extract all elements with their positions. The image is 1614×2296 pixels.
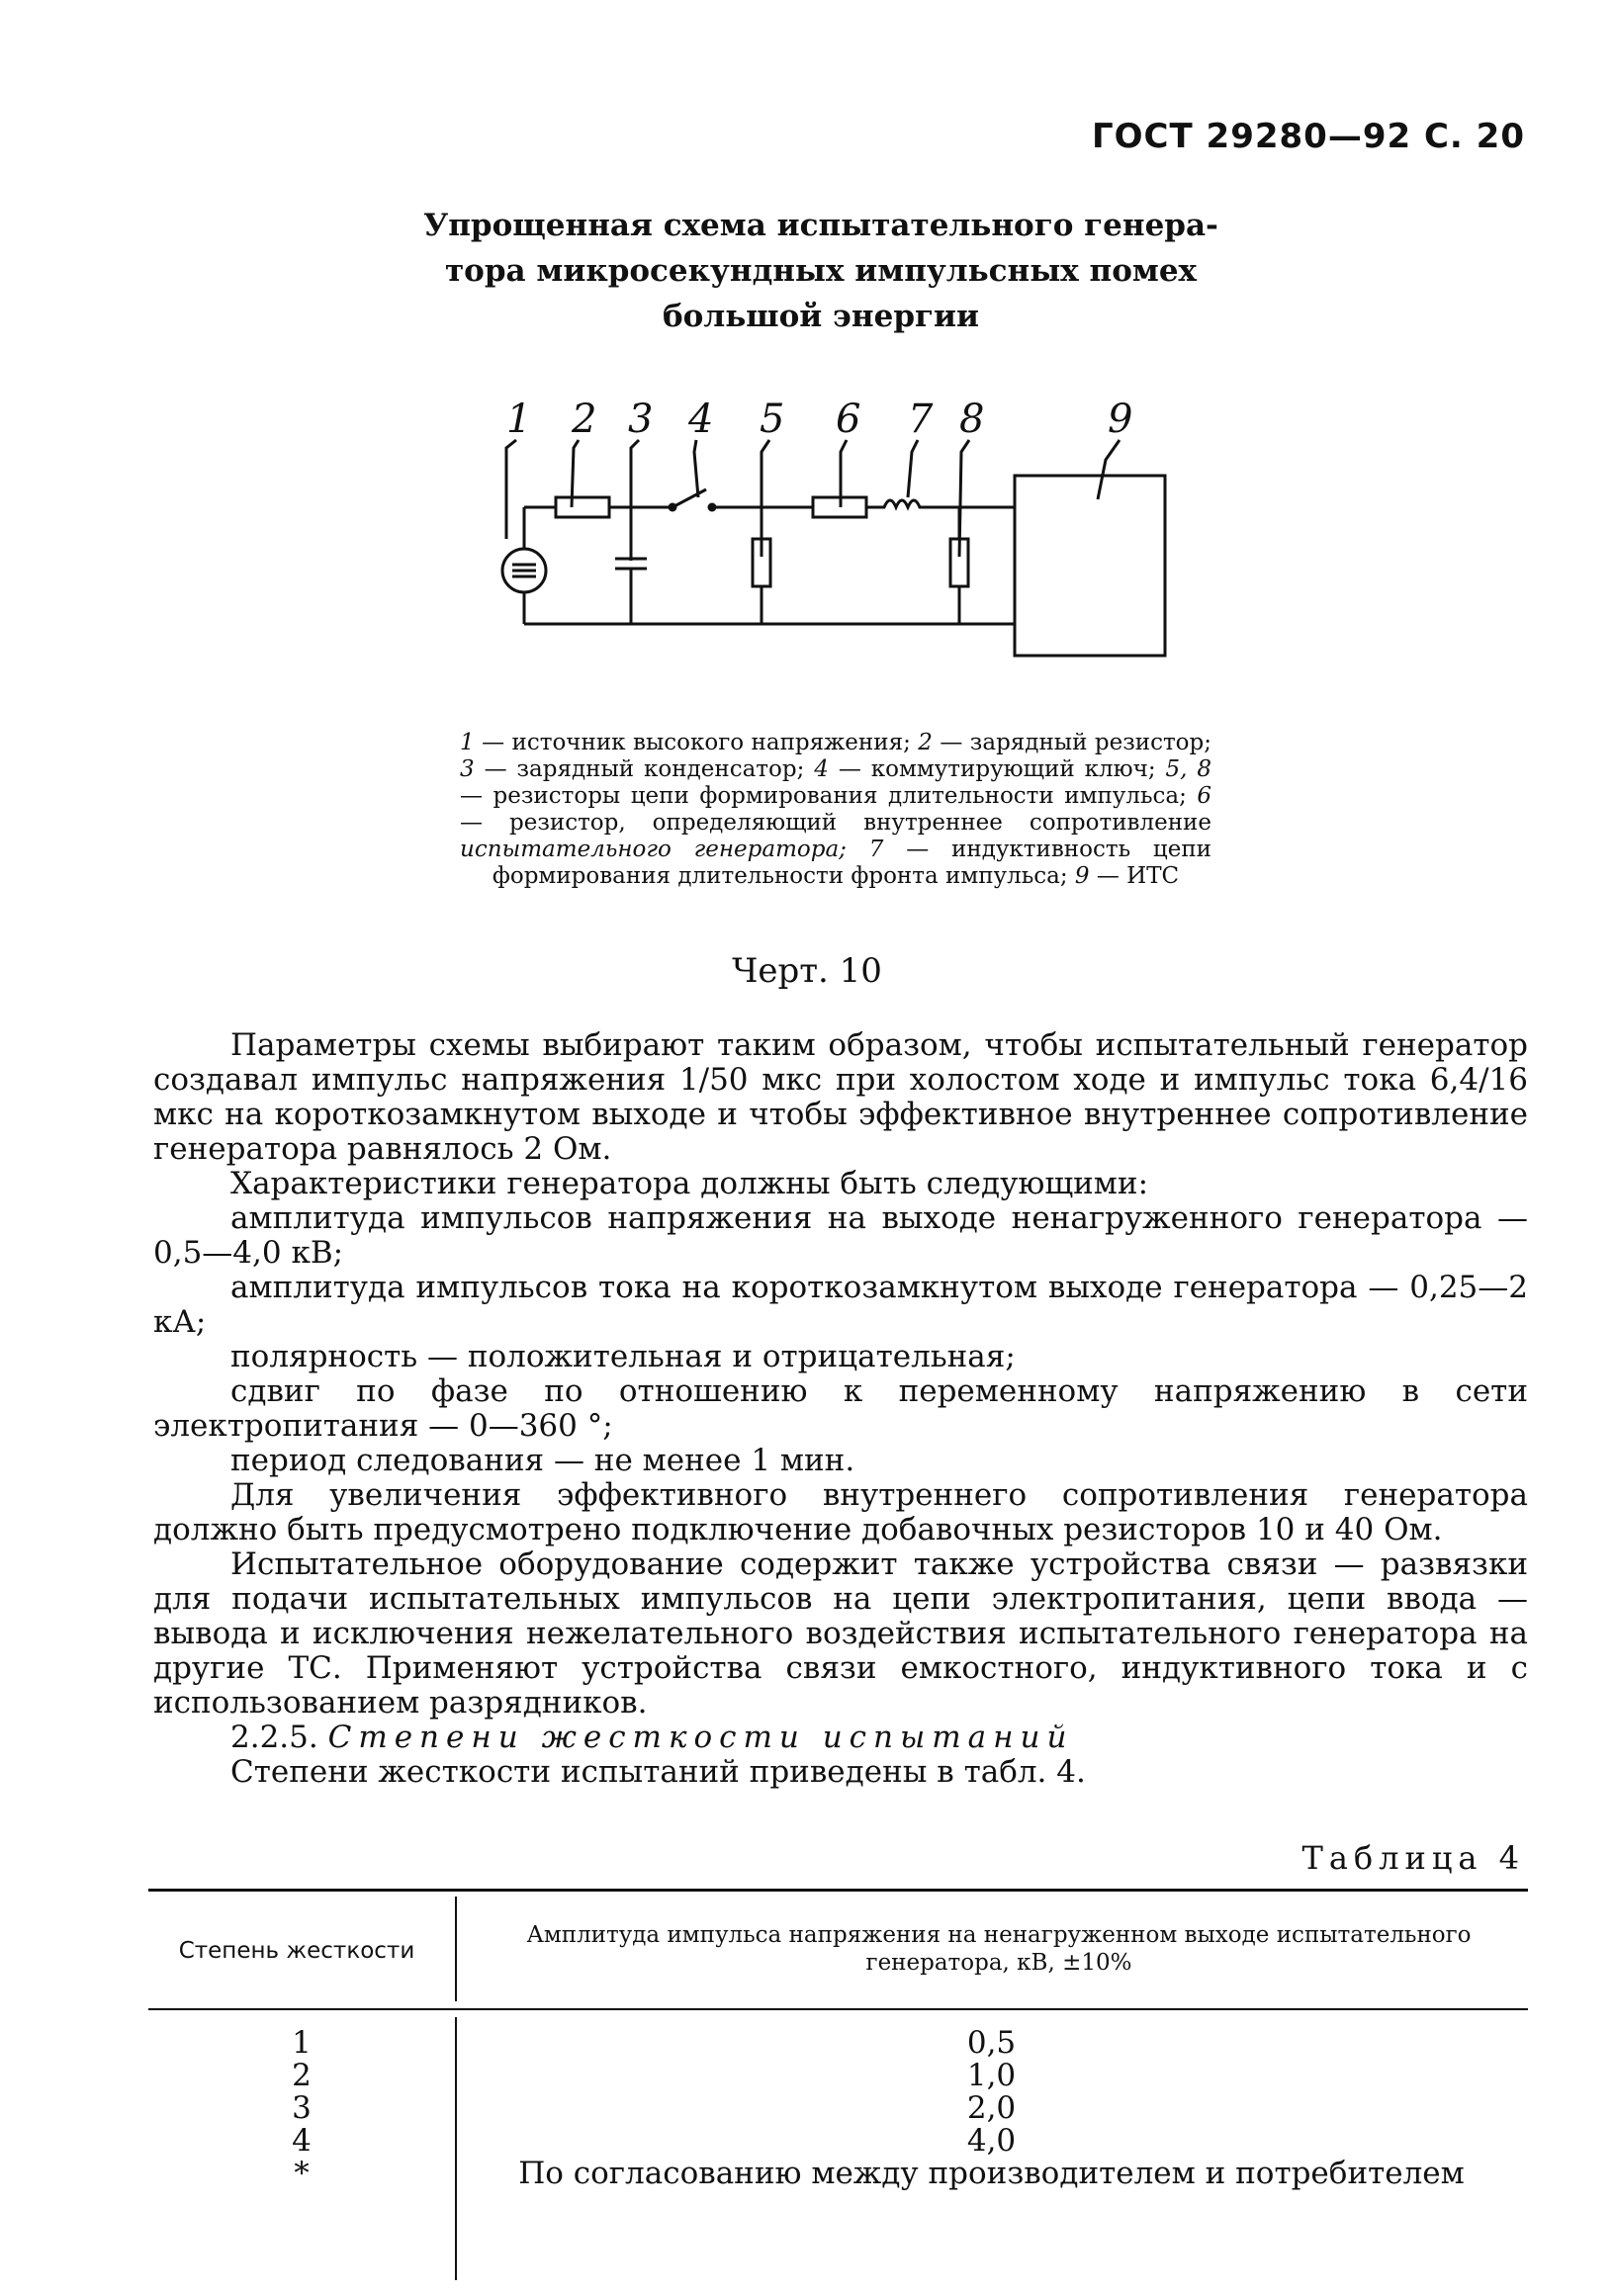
leader-line [908, 440, 918, 497]
cell-amplitude: 2,0 [966, 2090, 1017, 2126]
table-body [148, 2027, 1528, 2190]
paragraph: Параметры схемы выбирают таким образом, чтобы испытательный генератор создавал импульс напряжения 1/50 мкс при холостом ходе и импульс тока 6,4/16 мкс на короткозамкнутом выходе и чтобы эффективное внутреннее сопротивление генератора равнялось 2 Ом. [153, 1027, 1528, 1167]
source-1-symbol [512, 565, 536, 576]
circuit-label-8: 8 [959, 397, 985, 442]
section-heading [153, 1721, 1528, 1755]
cell-severity: * [294, 2156, 310, 2191]
table-row [148, 2158, 1528, 2190]
legend-text: — резистор, определяющий внутреннее сопротивление [460, 810, 1211, 836]
paragraph: амплитуда импульсов тока на короткозамкнутом выходе генератора — 0,25—2 кА; [153, 1270, 1528, 1340]
paragraph: амплитуда импульсов напряжения на выходе ненагруженного генератора — 0,5—4,0 кВ; [153, 1200, 1528, 1271]
body-text [153, 1028, 1528, 1790]
circuit-label-9: 9 [1108, 397, 1133, 442]
cell-amplitude: 1,0 [966, 2058, 1017, 2093]
section-number: 2.2.5. [230, 1720, 318, 1755]
circuit-label-7: 7 [908, 397, 934, 442]
circuit-label-5: 5 [760, 397, 785, 442]
circuit-label-1: 1 [506, 397, 532, 442]
table-row [148, 2060, 1528, 2092]
legend-text: — зарядный конденсатор; [474, 756, 815, 782]
paragraph: период следования — не менее 1 мин. [230, 1443, 855, 1478]
paragraph: Для увеличения эффективного внутреннего сопротивления генератора должно быть предусмотрено подключение добавочных резисторов 10 и 40 Ом. [153, 1477, 1528, 1547]
diagram-title-line: большой энергии [663, 299, 979, 334]
table-header-amplitude: Амплитуда импульса напряжения на ненагруженном выходе испытательного генератора, кВ, ±10% [526, 1922, 1472, 1976]
paragraph: полярность — положительная и отрицательная; [230, 1339, 1016, 1374]
circuit-label-2: 2 [572, 397, 597, 442]
table-header-rule [148, 2008, 1528, 2010]
diagram-legend [460, 730, 1211, 890]
table-header-separator [455, 1897, 457, 2001]
capacitor-3 [615, 559, 647, 569]
switch-4 [672, 489, 706, 507]
cell-severity: 4 [292, 2123, 312, 2159]
table-row [148, 2125, 1528, 2158]
circuit-label-4: 4 [688, 397, 714, 442]
circuit-label-6: 6 [836, 397, 861, 442]
legend-text: — резисторы цепи формирования длительности импульса; [460, 783, 1198, 809]
legend-text: — индуктивность цепи формирования длительности фронта импульса; [492, 837, 1211, 889]
table-header-severity: Степень жесткости [178, 1938, 415, 1964]
legend-text: — источник высокого напряжения; [474, 730, 919, 755]
legend-text: — ИТС [1089, 863, 1180, 889]
table-row [148, 2092, 1528, 2125]
figure-label: Черт. 10 [732, 951, 882, 991]
cell-amplitude: 0,5 [966, 2025, 1017, 2061]
paragraph: Степени жесткости испытаний приведены в табл. 4. [230, 1754, 1086, 1790]
cell-amplitude: По согласованию между производителем и потребителем [518, 2156, 1465, 2191]
cell-amplitude: 4,0 [966, 2123, 1017, 2159]
circuit-label-3: 3 [628, 397, 654, 442]
diagram-title-line: Упрощенная схема испытательного генера- [423, 208, 1218, 243]
legend-number: 4 [814, 756, 829, 782]
inductor-7 [866, 500, 1015, 507]
legend-text: — коммутирующий ключ; [828, 756, 1166, 782]
resistor-2 [556, 497, 609, 517]
paragraph: Характеристики генератора должны быть следующими: [230, 1166, 1149, 1201]
legend-number: 9 [1074, 863, 1090, 889]
leader-line [1098, 440, 1120, 499]
page-header: ГОСТ 29280—92 С. 20 [1091, 117, 1525, 156]
section-title: Степени жесткости испытаний [327, 1720, 1074, 1755]
diagram-title-line: тора микросекундных импульсных помех [444, 253, 1198, 289]
legend-number: 1 [460, 730, 475, 755]
leader-line [506, 440, 516, 539]
circuit-diagram [465, 391, 1216, 707]
legend-text: — зарядный резистор; [932, 730, 1211, 755]
cell-severity: 2 [292, 2058, 312, 2093]
paragraph: Испытательное оборудование содержит также устройства связи — развязки для подачи испытательных импульсов на цепи электропитания, цепи ввода — вывода и исключения нежелательного воздействия испытательного генератора на другие ТС. Применяют устройства связи емкостного, индуктивного тока и с использованием разрядников. [153, 1546, 1528, 1721]
cell-severity: 3 [292, 2090, 312, 2126]
paragraph: сдвиг по фазе по отношению к переменному напряжению в сети электропитания — 0—360 °; [153, 1373, 1528, 1444]
its-box-9 [1015, 476, 1165, 656]
table-top-rule [148, 1889, 1528, 1892]
cell-severity: 1 [292, 2025, 312, 2061]
legend-number: 3 [460, 756, 475, 782]
legend-number: 2 [918, 730, 933, 755]
legend-number: 6 [1197, 783, 1211, 809]
table-label: Таблица 4 [1301, 1839, 1525, 1877]
legend-number: испытательного генератора; 7 [460, 837, 884, 862]
legend-number: 5, 8 [1165, 756, 1212, 782]
leader-line [694, 440, 698, 497]
table-row [148, 2027, 1528, 2060]
diagram-title [415, 203, 1226, 339]
